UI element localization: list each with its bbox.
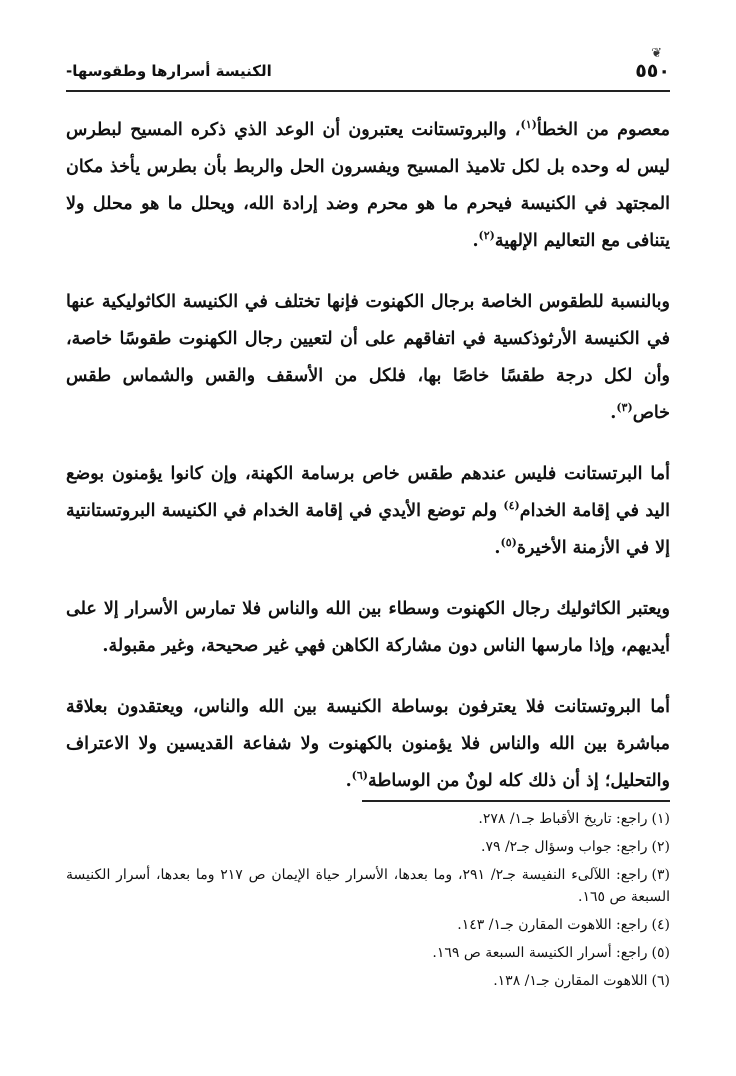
page-header (66, 46, 670, 92)
paragraph-text: ولم توضع الأيدي في إقامة الخدام في الكنيسة البروتستانتية إلا في الأزمنة الأخيرة (66, 501, 670, 558)
paragraph-text: أما البرتستانت فليس عندهم طقس خاص برسامة الكهنة، وإن كانوا يؤمنون بوضع اليد في إقامة الخدام (66, 464, 670, 521)
footnote-text: راجع: أسرار الكنيسة السبعة ص ١٦٩. (432, 945, 648, 961)
footnote-divider (362, 800, 670, 802)
footnote-number: (٦) (651, 973, 670, 989)
paragraph (66, 284, 670, 432)
footnote-ref: (٢) (478, 229, 495, 243)
footnote (66, 864, 670, 908)
footnote-ref: (٦) (351, 769, 369, 783)
footnote (66, 808, 670, 830)
paragraph-text: معصوم من الخطأ (536, 120, 670, 140)
paragraph (66, 112, 670, 260)
paragraph (66, 689, 670, 800)
footnote-text: راجع: تاريخ الأقباط جـ١/ ٢٧٨. (478, 811, 648, 827)
footnote-ref: (١) (520, 118, 537, 132)
running-title-text: الكنيسة أسرارها وطقوسها (72, 62, 272, 80)
footnote-number: (١) (651, 811, 670, 827)
footnote (66, 914, 670, 936)
paragraph-text: ، والبروتستانت يعتبرون أن الوعد الذي ذكره المسيح لبطرس ليس له وحده بل لكل تلاميذ المسيح ويفسرون الحل والربط بأن بطرس يأخذ مكان المجتهد في الكنيسة فيحرم ما هو محرم وضد إرادة الله، ويحلل ما هو محلل ولا يتنافى مع التعاليم الإلهية (66, 120, 670, 251)
footnote-text: راجع: اللاهوت المقارن جـ١/ ١٤٣. (457, 917, 648, 933)
paragraph-text: . (610, 403, 617, 423)
footnote-text: اللاهوت المقارن جـ١/ ١٣٨. (493, 973, 648, 989)
paragraph (66, 456, 670, 567)
paragraph-text: . (494, 538, 501, 558)
footnote-number: (٢) (651, 839, 670, 855)
footnote-text: راجع: جواب وسؤال جـ٢/ ٧٩. (481, 839, 648, 855)
footnotes (66, 808, 670, 998)
footnote-ref: (٤) (503, 499, 520, 513)
footnote-number: (٥) (651, 945, 670, 961)
footnote-number: (٤) (651, 917, 670, 933)
paragraph-text: ويعتبر الكاثوليك رجال الكهنوت وسطاء بين الله والناس فلا تمارس الأسرار إلا على أيديهم، وإذا مارسها الناس دون مشاركة الكاهن فهي غير صحيحة، وغير مقبولة. (66, 599, 670, 656)
footnote (66, 970, 670, 992)
main-text (66, 112, 670, 824)
footnote-ref: (٥) (500, 536, 517, 550)
running-title: الكنيسة أسرارها وطقوسها- (66, 62, 272, 80)
paragraph-text: . (345, 771, 352, 791)
footnote (66, 942, 670, 964)
paragraph (66, 591, 670, 665)
footnote-text: راجع: اللآلىء النفيسة جـ٢/ ٢٩١، وما بعدها، الأسرار حياة الإيمان ص ٢١٧ وما بعدها، أسرار الكنيسة السبعة ص ١٦٥. (66, 867, 670, 905)
paragraph-text: وبالنسبة للطقوس الخاصة برجال الكهنوت فإنها تختلف في الكنيسة الكاثوليكية عنها في الكنيسة الأرثوذكسية في اتفاقهم على أن لتعيين رجال الكهنوت طقوسًا خاصة، وأن لكل درجة طقسًا خاصًا بها، فلكل من الأسقف والقس والشماس طقس خاص (66, 292, 670, 423)
footnote (66, 836, 670, 858)
paragraph-text: أما البروتستانت فلا يعترفون بوساطة الكنيسة بين الله والناس، ويعتقدون بعلاقة مباشرة بين الله والناس فلا يؤمنون بالكهنوت ولا شفاعة القديسين ولا الاعتراف والتحليل؛ إذ أن ذلك كله لونٌ من الوساطة (66, 697, 670, 791)
ornament-icon: ❦ (651, 46, 662, 61)
paragraph-text: . (472, 231, 479, 251)
footnote-ref: (٣) (616, 401, 633, 415)
page-number: ٥٥٠ (635, 60, 670, 82)
footnote-number: (٣) (651, 867, 670, 883)
